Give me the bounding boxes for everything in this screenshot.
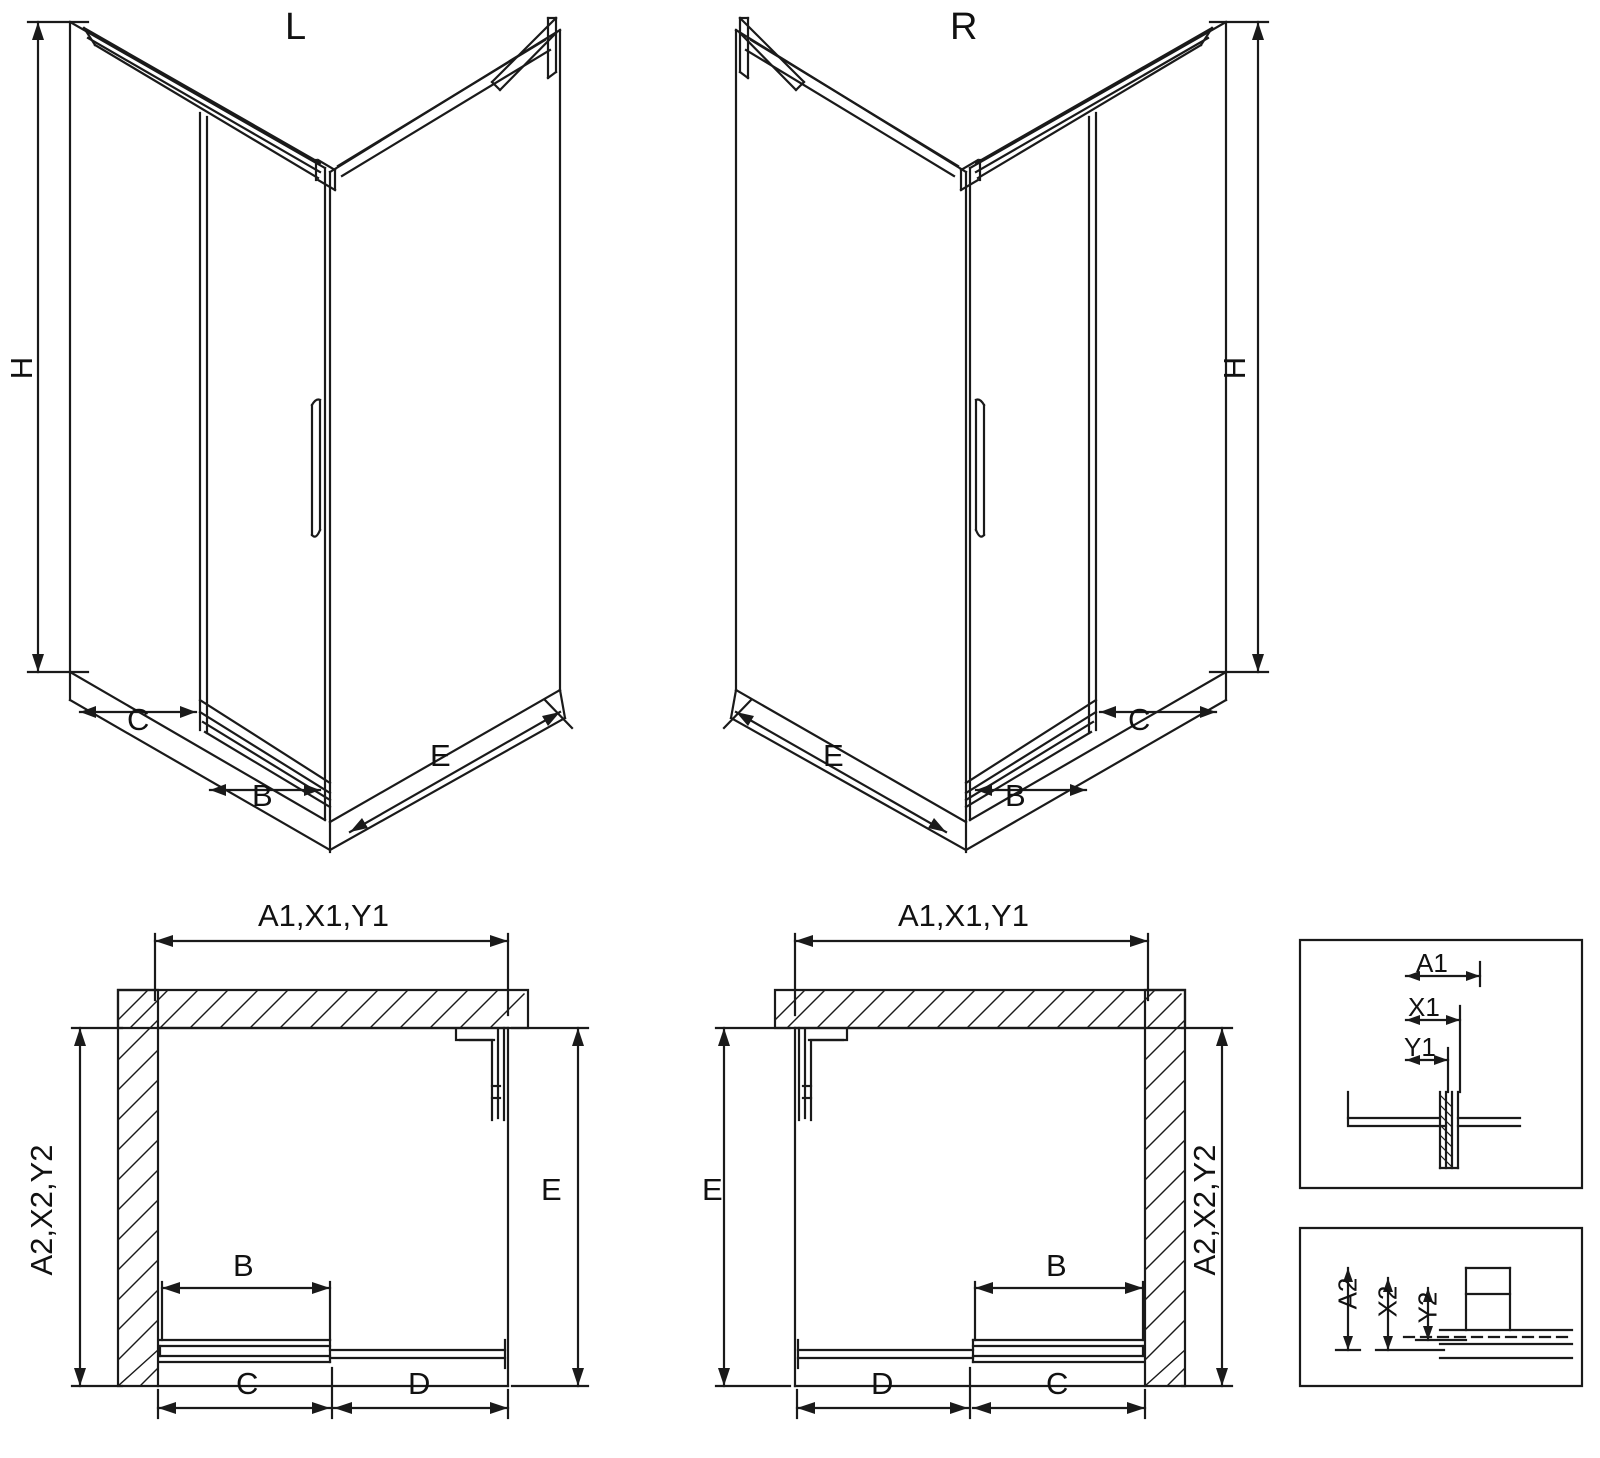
detail-bottom-dim-y2: Y2 <box>1412 1291 1443 1324</box>
plan-left-dim-d: D <box>408 1366 431 1401</box>
iso-right-dim-h: H <box>1217 356 1252 380</box>
detail-top-dim-a1: A1 <box>1416 948 1448 978</box>
plan-left-dim-e: E <box>541 1172 562 1207</box>
detail-bottom-dim-x2: X2 <box>1372 1285 1403 1318</box>
detail-top-dim-x1: X1 <box>1408 992 1440 1022</box>
plan-right-dim-b: B <box>1046 1248 1067 1283</box>
plan-left-dim-a1x1y1: A1,X1,Y1 <box>258 898 389 933</box>
plan-right-dim-a2x2y2: A2,X2,Y2 <box>1187 1144 1222 1276</box>
iso-left-dim-b: B <box>252 778 273 813</box>
iso-left-enclosure <box>28 18 572 852</box>
plan-right-dim-d: D <box>871 1366 894 1401</box>
detail-bottom-dim-a2: A2 <box>1332 1277 1363 1310</box>
iso-right-dim-b: B <box>1005 778 1026 813</box>
detail-top-dim-y1: Y1 <box>1404 1032 1436 1062</box>
iso-right-dim-e: E <box>823 738 844 773</box>
plan-left-dim-b: B <box>233 1248 254 1283</box>
iso-right-title: R <box>950 6 978 48</box>
plan-left <box>72 934 588 1418</box>
plan-right <box>716 934 1232 1418</box>
iso-left-dim-c: C <box>127 702 150 737</box>
plan-left-dim-a2x2y2: A2,X2,Y2 <box>24 1144 59 1276</box>
plan-right-dim-a1x1y1: A1,X1,Y1 <box>898 898 1029 933</box>
iso-right-dim-c: C <box>1128 702 1151 737</box>
plan-right-dim-e: E <box>702 1172 723 1207</box>
plan-left-dim-c: C <box>236 1366 259 1401</box>
iso-left-dim-h: H <box>4 356 39 380</box>
iso-left-dim-e: E <box>430 738 451 773</box>
iso-right-enclosure <box>724 18 1268 852</box>
plan-right-dim-c: C <box>1046 1366 1069 1401</box>
iso-left-title: L <box>285 6 307 48</box>
